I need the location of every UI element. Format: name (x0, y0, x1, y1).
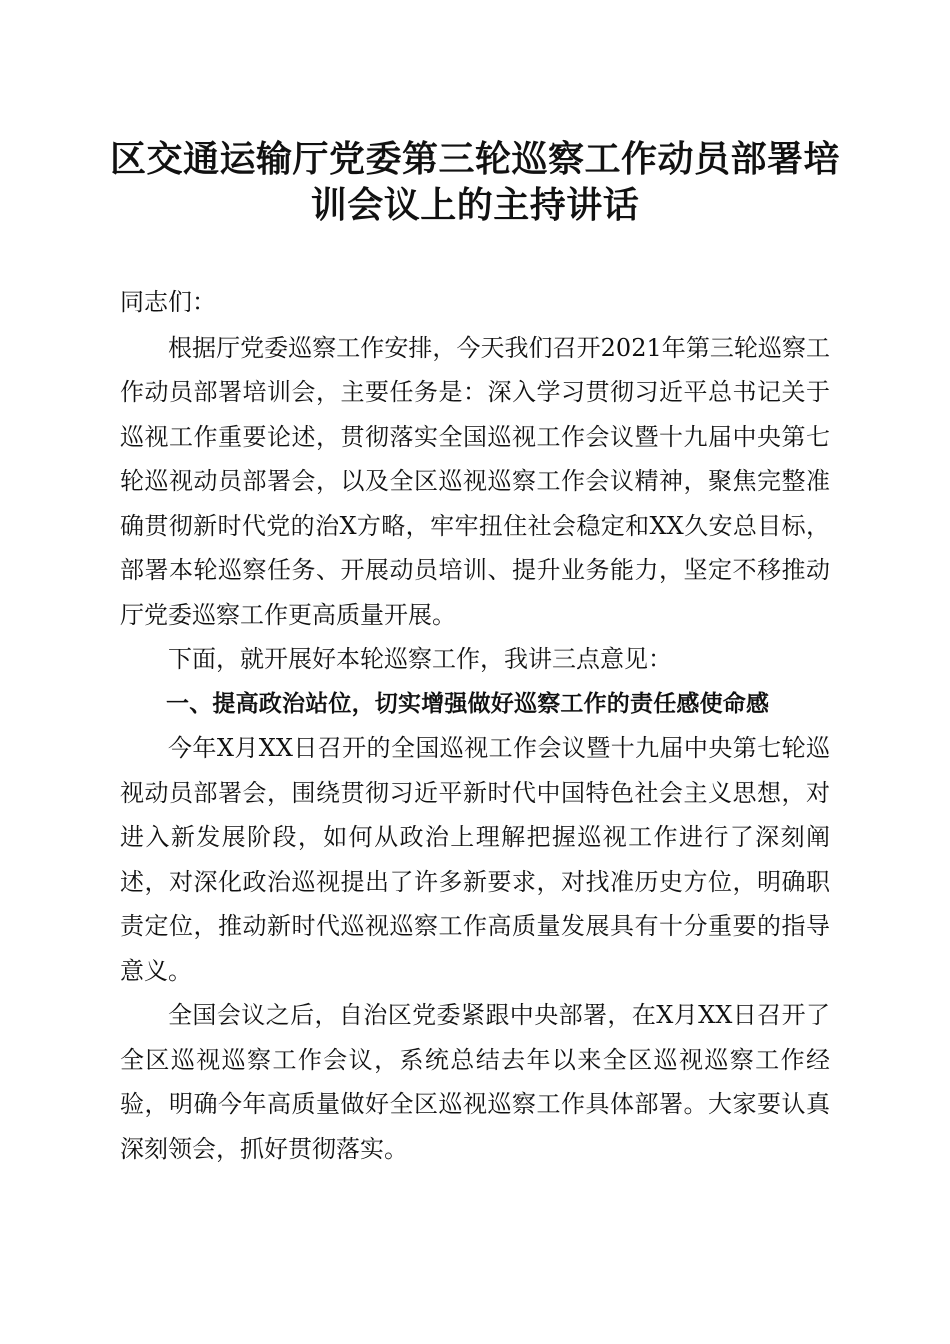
section-paragraph-2: 全国会议之后，自治区党委紧跟中央部署，在X月XX日召开了全区巡视巡察工作会议，系统总结去年以来全区巡视巡察工作经验，明确今年高质量做好全区巡视巡察工作具体部署。大家要认真深刻领会，抓好贯彻落实。 (120, 1001, 830, 1163)
salutation: 同志们： (120, 288, 216, 316)
section-paragraph-1: 今年X月XX日召开的全国巡视工作会议暨十九届中央第七轮巡视动员部署会，围绕贯彻习近平新时代中国特色社会主义思想，对进入新发展阶段，如何从政治上理解把握巡视工作进行了深刻阐述，对深化政治巡视提出了许多新要求，对找准历史方位，明确职责定位，推动新时代巡视巡察工作高质量发展具有十分重要的指导意义。 (120, 734, 830, 985)
title-line-1: 区交通运输厅党委第三轮巡察工作动员部署培 (109, 138, 840, 180)
section-heading-1: 一、提高政治站位，切实增强做好巡察工作的责任感使命感 (166, 690, 770, 717)
document-body (120, 280, 830, 1171)
title-line-2: 训会议上的主持讲话 (310, 184, 640, 226)
paragraph-intro: 根据厅党委巡察工作安排，今天我们召开2021年第三轮巡察工作动员部署培训会，主要任务是：深入学习贯彻习近平总书记关于巡视工作重要论述，贯彻落实全国巡视工作会议暨十九届中央第七轮巡视动员部署会，以及全区巡视巡察工作会议精神，聚焦完整准确贯彻新时代党的治X方略，牢牢扭住社会稳定和XX久安总目标，部署本轮巡察任务、开展动员培训、提升业务能力，坚定不移推动厅党委巡察工作更高质量开展。 (120, 333, 830, 629)
paragraph-transition: 下面，就开展好本轮巡察工作，我讲三点意见： (168, 645, 672, 673)
document-title (100, 136, 850, 228)
